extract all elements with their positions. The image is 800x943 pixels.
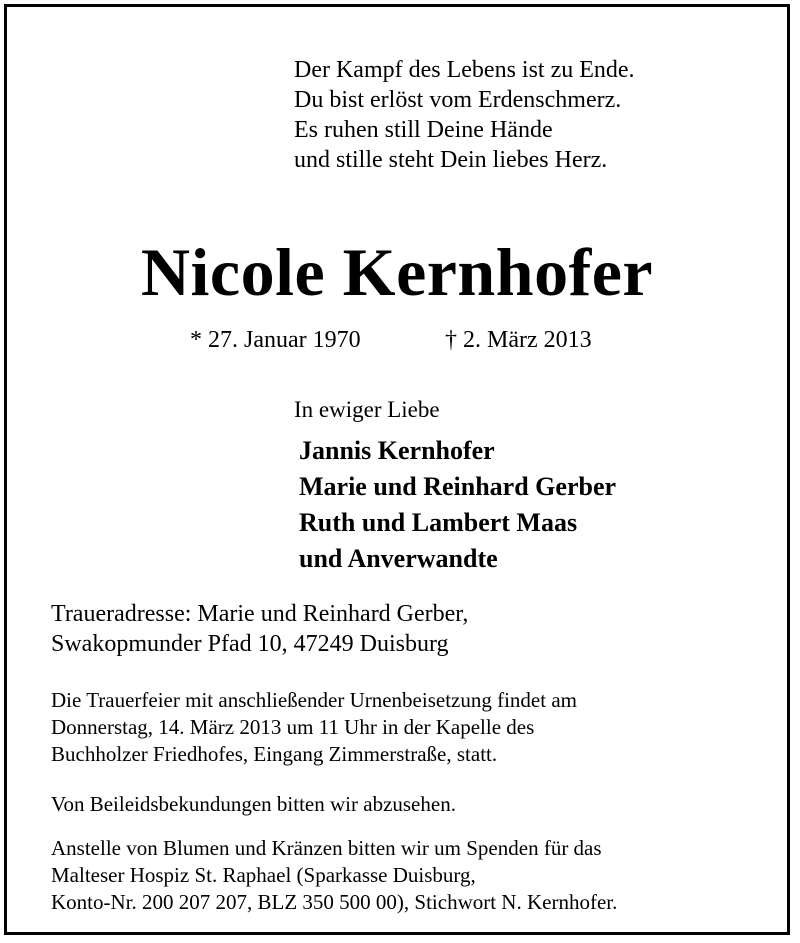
donation-line: Anstelle von Blumen und Kränzen bitten wir um Spenden für das	[51, 836, 602, 860]
poem-line: Der Kampf des Lebens ist zu Ende.	[294, 57, 635, 83]
funeral-line: Buchholzer Friedhofes, Eingang Zimmerstraße, statt.	[51, 742, 498, 766]
mourner-name: Jannis Kernhofer	[299, 436, 495, 465]
mourner-name: Ruth und Lambert Maas	[299, 508, 578, 537]
address-line: Swakopmunder Pfad 10, 47249 Duisburg	[51, 631, 449, 657]
funeral-line: Die Trauerfeier mit anschließender Urnenbeisetzung findet am	[51, 688, 577, 712]
donation-line: Konto-Nr. 200 207 207, BLZ 350 500 00), Stichwort N. Kernhofer.	[51, 890, 618, 914]
donation-request	[51, 835, 617, 916]
deceased-name: Nicole Kernhofer	[140, 234, 654, 310]
poem-line: und stille steht Dein liebes Herz.	[294, 147, 608, 173]
mourners-list	[299, 433, 616, 577]
mourning-address	[51, 599, 468, 659]
condolences-note	[51, 791, 456, 818]
birth-date: * 27. Januar 1970	[190, 327, 361, 353]
poem-line: Du bist erlöst vom Erdenschmerz.	[294, 87, 622, 113]
address-line: Traueradresse: Marie und Reinhard Gerber,	[51, 601, 469, 627]
memorial-poem	[294, 55, 635, 175]
donation-line: Malteser Hospiz St. Raphael (Sparkasse Duisburg,	[51, 863, 476, 887]
mourner-name: und Anverwandte	[299, 544, 498, 573]
mourner-name: Marie und Reinhard Gerber	[299, 472, 617, 501]
condolences-line: Von Beileidsbekundungen bitten wir abzusehen.	[51, 792, 456, 816]
funeral-line: Donnerstag, 14. März 2013 um 11 Uhr in der Kapelle des	[51, 715, 535, 739]
poem-line: Es ruhen still Deine Hände	[294, 117, 553, 143]
mourners-intro: In ewiger Liebe	[294, 397, 440, 422]
death-date: † 2. März 2013	[445, 327, 592, 353]
obituary-notice	[4, 4, 790, 935]
funeral-details	[51, 687, 577, 768]
